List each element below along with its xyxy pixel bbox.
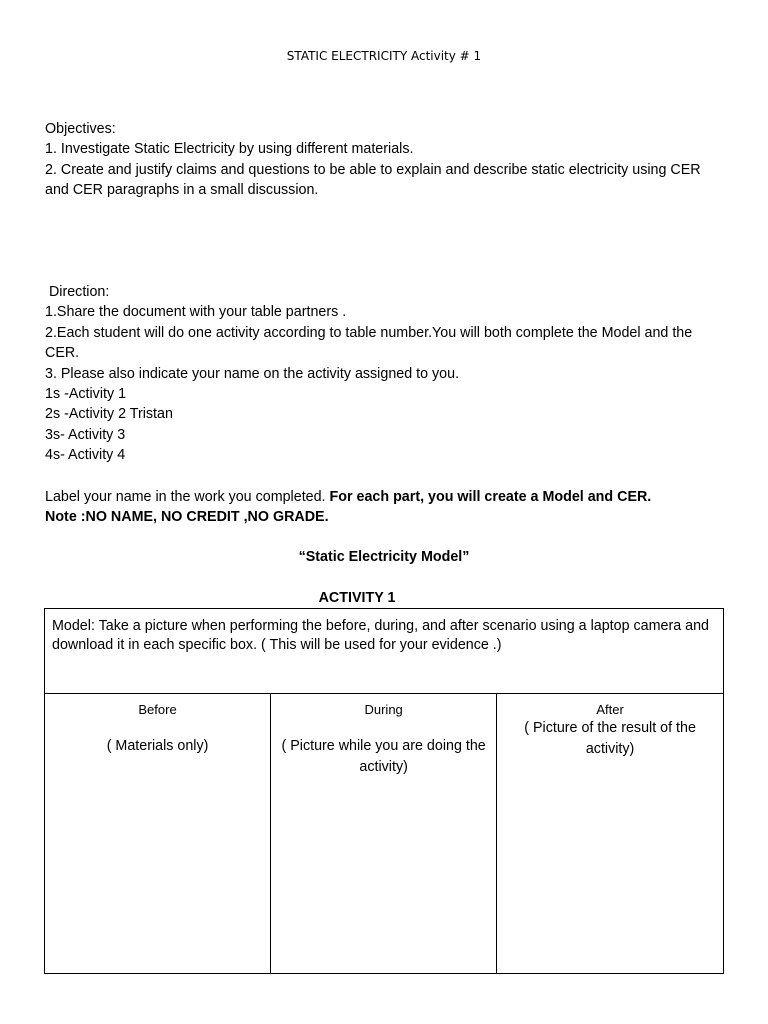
note-plain-text: Label your name in the work you completed. [45, 489, 330, 505]
before-label: Before [138, 702, 177, 717]
direction-item: 3. Please also indicate your name on the activity assigned to you. [45, 365, 460, 382]
during-label: During [364, 702, 403, 717]
direction-item: 1.Share the document with your table partners . [45, 304, 347, 321]
objectives-section [45, 119, 725, 201]
before-cell[interactable] [45, 694, 271, 974]
model-table [44, 608, 724, 974]
objective-item: 2. Create and justify claims and questions to be able to explain and describe static electricity using CER and CER paragraphs in a small discussion. [45, 161, 701, 199]
model-instruction: Model: Take a picture when performing the before, during, and after scenario using a laptop camera and download it in each specific box. ( This will be used for your evidence .) [52, 618, 709, 653]
during-cell[interactable] [271, 694, 497, 974]
direction-item: 3s- Activity 3 [45, 426, 126, 443]
after-label: After [596, 702, 624, 717]
direction-heading: Direction: [45, 284, 110, 300]
model-title: “Static Electricity Model” [298, 549, 470, 565]
objective-item: 1. Investigate Static Electricity by using different materials. [45, 141, 414, 158]
during-description: ( Picture while you are doing the activity) [281, 738, 486, 775]
after-description: ( Picture of the result of the activity) [524, 720, 696, 757]
activity-title: ACTIVITY 1 [318, 590, 396, 606]
direction-item: 2.Each student will do one activity according to table number.You will both complete the Model and the CER. [45, 324, 693, 362]
after-cell[interactable] [497, 694, 724, 974]
objectives-heading: Objectives: [45, 121, 116, 137]
before-description: ( Materials only) [106, 738, 209, 754]
direction-item: 4s- Activity 4 [45, 447, 126, 464]
note-warning: Note :NO NAME, NO CREDIT ,NO GRADE. [45, 509, 329, 526]
model-instruction-cell [45, 609, 724, 694]
direction-section [45, 282, 725, 466]
page-title: STATIC ELECTRICITY Activity # 1 [286, 49, 482, 63]
note-section [45, 487, 725, 528]
direction-item: 2s -Activity 2 Tristan [45, 406, 173, 423]
direction-item: 1s -Activity 1 [45, 386, 127, 403]
note-bold-text: For each part, you will create a Model and CER. [329, 489, 652, 505]
